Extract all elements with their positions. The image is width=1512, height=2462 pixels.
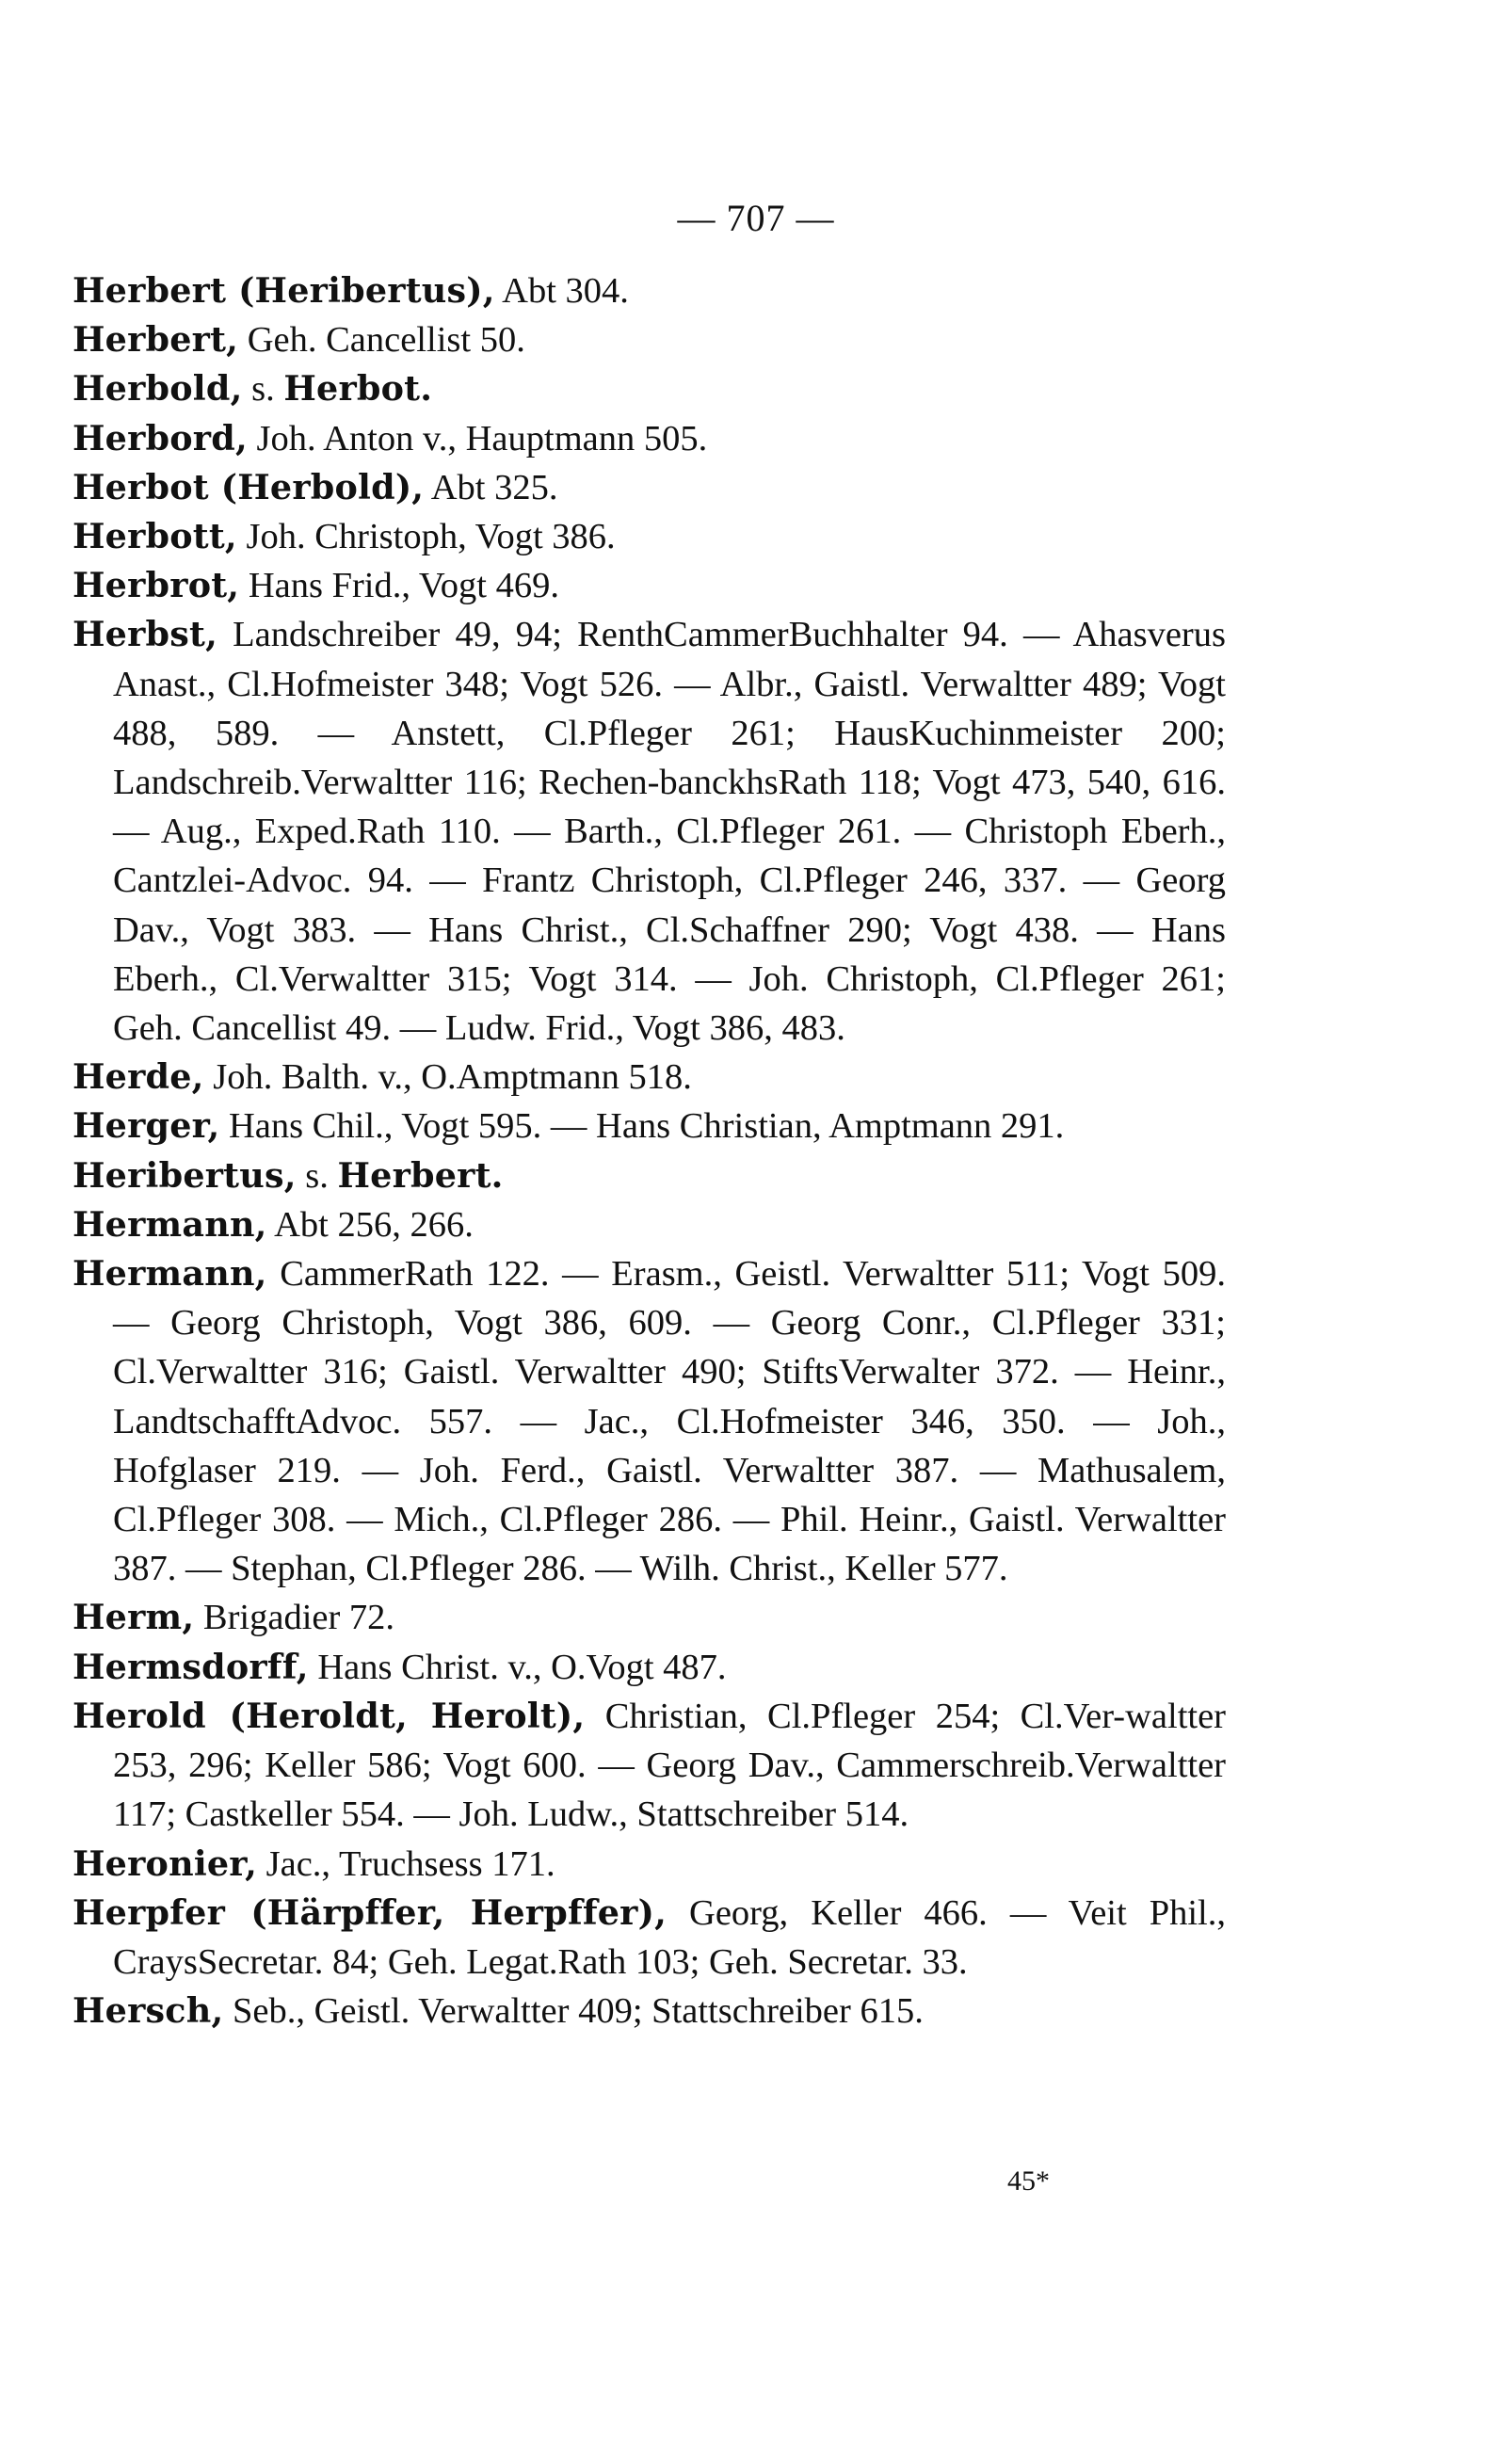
entry-cross-reference: Herbot.: [283, 368, 433, 410]
entry-headword: Hermann,: [72, 1253, 267, 1295]
index-entry: [72, 1987, 1226, 2036]
index-entry: [72, 1889, 1226, 1987]
entry-headword: Herpfer (Härpffer, Herpffer),: [72, 1891, 667, 1933]
entry-headword: Hermann,: [72, 1203, 267, 1245]
index-entry: [72, 1151, 1226, 1200]
entry-text: Hans Christ. v., O.Vogt 487.: [308, 1647, 727, 1687]
entry-headword: Heribertus,: [72, 1154, 297, 1196]
entry-text: s.: [296, 1155, 338, 1196]
index-entry: [72, 512, 1226, 561]
entry-headword: Herbold,: [72, 368, 243, 410]
entry-headword: Herbott,: [72, 516, 237, 557]
index-entry: [72, 1593, 1226, 1642]
entry-text: Hans Chil., Vogt 595. — Hans Christian, Amptmann 291.: [219, 1106, 1065, 1147]
index-entry: [72, 561, 1226, 610]
entry-text: s.: [242, 369, 284, 410]
entry-headword: Hermsdorff,: [72, 1646, 309, 1687]
entry-headword: Heronier,: [72, 1842, 257, 1884]
entry-headword: Herbst,: [72, 614, 217, 655]
index-entries: [72, 266, 1226, 2036]
entry-text: Hans Frid., Vogt 469.: [239, 566, 559, 606]
entry-cross-reference: Herbert.: [337, 1154, 504, 1196]
index-entry: [72, 463, 1226, 512]
entry-text: Georg, Keller 466. — Veit Phil., CraysSecretar. 84; Geh. Legat.Rath 103; Geh. Secretar. 33.: [113, 1892, 1227, 1982]
entry-text: Joh. Balth. v., O.Amptmann 518.: [203, 1057, 692, 1098]
entry-headword: Herm,: [72, 1597, 195, 1638]
index-entry: [72, 364, 1226, 413]
index-entry: [72, 315, 1226, 364]
entry-text: Abt 256, 266.: [266, 1204, 474, 1245]
index-entry: [72, 266, 1226, 315]
entry-text: Christian, Cl.Pfleger 254; Cl.Ver-waltter 253, 296; Keller 586; Vogt 600. — Georg Dav., Cammerschreib.Verwaltter 117; Castkeller 554. — Joh. Ludw., Stattschreiber 514.: [113, 1696, 1226, 1835]
entry-text: Abt 325.: [424, 467, 558, 507]
index-entry: [72, 1840, 1226, 1889]
index-entry: [72, 1200, 1226, 1249]
index-entry: [72, 1249, 1226, 1593]
page-number: — 707 —: [677, 197, 835, 239]
entry-text: Geh. Cancellist 50.: [238, 320, 525, 361]
entry-text: Landschreiber 49, 94; RenthCammerBuchhalter 94. — Ahasverus Anast., Cl.Hofmeister 348; Vogt 526. — Albr., Gaistl. Verwaltter 489; Vogt 488, 589. — Anstett, Cl.Pfleger 261; HausKuchinmeister 200; Landschreib.Verwaltter 116; Rechen-banckhsRath 118; Vogt 473, 540, 616. — Aug., Exped.Rath 110. — Barth., Cl.Pfleger 261. — Christoph Eberh., Cantzlei-Advoc. 94. — Frantz Christoph, Cl.Pfleger 246, 337. — Georg Dav., Vogt 383. — Hans Christ., Cl.Schaffner 290; Vogt 438. — Hans Eberh., Cl.Verwaltter 315; Vogt 314. — Joh. Christoph, Cl.Pfleger 261; Geh. Cancellist 49. — Ludw. Frid., Vogt 386, 483.: [113, 615, 1226, 1049]
entry-headword: Herbrot,: [72, 565, 240, 606]
signature-mark: 45*: [1007, 2165, 1050, 2196]
entry-text: Joh. Christoph, Vogt 386.: [236, 517, 616, 557]
entry-text: CammerRath 122. — Erasm., Geistl. Verwaltter 511; Vogt 509. — Georg Christoph, Vogt 386, 609. — Georg Conr., Cl.Pfleger 331; Cl.Verwaltter 316; Gaistl. Verwaltter 490; StiftsVerwalter 372. — Heinr., LandtschafftAdvoc. 557. — Jac., Cl.Hofmeister 346, 350. — Joh., Hofglaser 219. — Joh. Ferd., Gaistl. Verwaltter 387. — Mathusalem, Cl.Pfleger 308. — Mich., Cl.Pfleger 286. — Phil. Heinr., Gaistl. Verwaltter 387. — Stephan, Cl.Pfleger 286. — Wilh. Christ., Keller 577.: [113, 1254, 1226, 1589]
index-entry: [72, 1692, 1226, 1840]
entry-text: Joh. Anton v., Hauptmann 505.: [247, 418, 708, 459]
entry-headword: Herbord,: [72, 417, 248, 459]
entry-text: Brigadier 72.: [194, 1598, 395, 1638]
entry-headword: Herbot (Herbold),: [72, 466, 425, 507]
index-entry: [72, 1102, 1226, 1151]
index-entry: [72, 1053, 1226, 1102]
entry-text: Jac., Truchsess 171.: [257, 1843, 555, 1884]
entry-text: Abt 304.: [494, 271, 629, 311]
index-entry: [72, 610, 1226, 1053]
entry-headword: Hersch,: [72, 1990, 224, 2032]
entry-headword: Herde,: [72, 1056, 204, 1098]
entry-headword: Herger,: [72, 1105, 220, 1147]
index-entry: [72, 414, 1226, 463]
entry-headword: Herbert,: [72, 319, 239, 361]
entry-text: Seb., Geistl. Verwaltter 409; Stattschreiber 615.: [223, 1991, 924, 2032]
index-entry: [72, 1643, 1226, 1692]
entry-headword: Herold (Heroldt, Herolt),: [72, 1695, 586, 1736]
entry-headword: Herbert (Heribertus),: [72, 270, 495, 311]
